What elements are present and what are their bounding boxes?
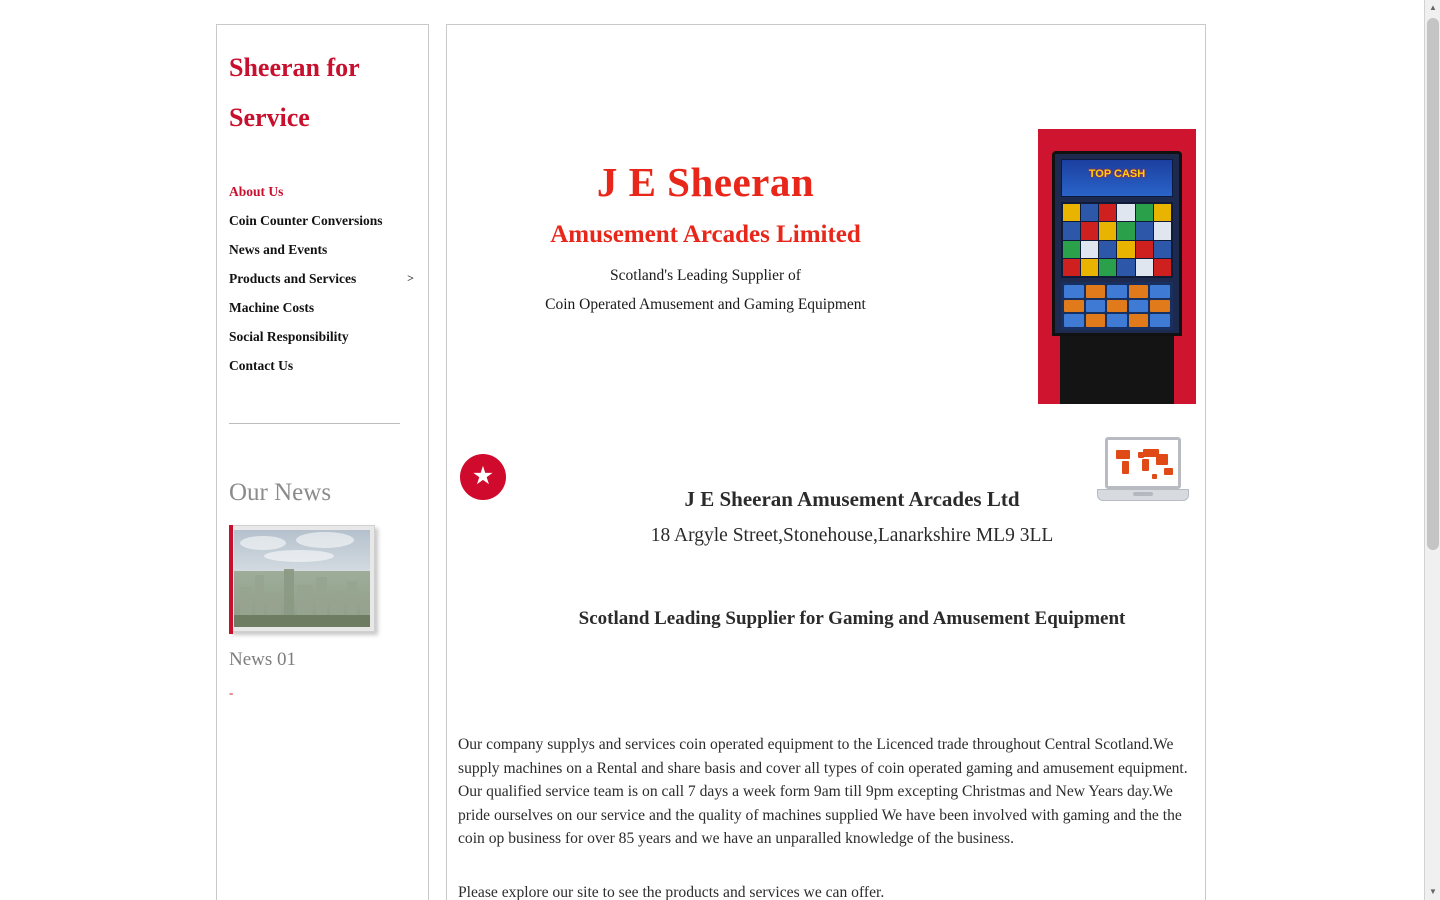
building-shape bbox=[255, 575, 264, 621]
page-subtitle: Amusement Arcades Limited bbox=[550, 220, 861, 248]
cloud-shape bbox=[264, 550, 334, 562]
news-item-dash: - bbox=[229, 685, 234, 700]
sidebar-item-label: About Us bbox=[229, 184, 284, 199]
sidebar-divider bbox=[229, 423, 400, 424]
vertical-scrollbar[interactable] bbox=[1424, 0, 1440, 900]
paragraph-2: Please explore our site to see the products and services we can offer. bbox=[458, 883, 885, 900]
sidebar-item-label: News and Events bbox=[229, 242, 328, 257]
cloud-shape bbox=[240, 536, 286, 550]
slot-machine-image bbox=[1038, 129, 1196, 404]
tagline-line-1: Scotland's Leading Supplier of bbox=[610, 267, 801, 284]
main-content bbox=[446, 24, 1206, 900]
scrollbar-thumb[interactable] bbox=[1427, 18, 1439, 550]
slot-reel-grid bbox=[1061, 202, 1173, 278]
sidebar-item-news-and-events[interactable] bbox=[229, 235, 424, 264]
sidebar-item-machine-costs[interactable] bbox=[229, 293, 424, 322]
building-shape bbox=[284, 569, 294, 621]
sidebar-nav bbox=[229, 177, 424, 380]
site-title: Sheeran for Service bbox=[229, 53, 360, 132]
company-name: J E Sheeran Amusement Arcades Ltd bbox=[684, 487, 1020, 511]
news-heading: Our News bbox=[229, 479, 332, 506]
sidebar-item-label: Machine Costs bbox=[229, 300, 315, 315]
news-item-title[interactable]: News 01 bbox=[229, 649, 297, 670]
sidebar-item-contact-us[interactable] bbox=[229, 351, 424, 380]
star-icon[interactable]: ★ bbox=[460, 454, 506, 500]
body-copy bbox=[458, 733, 1199, 900]
sidebar-item-products-and-services[interactable] bbox=[229, 264, 424, 293]
sidebar-item-social-responsibility[interactable] bbox=[229, 322, 424, 351]
sidebar-item-label: Social Responsibility bbox=[229, 329, 349, 344]
scroll-up-icon[interactable]: ▲ bbox=[1425, 0, 1440, 16]
cloud-shape bbox=[296, 532, 354, 548]
company-slogan: Scotland Leading Supplier for Gaming and Amusement Equipment bbox=[578, 608, 1126, 629]
ground-region bbox=[234, 615, 370, 627]
sidebar-item-about-us[interactable] bbox=[229, 177, 424, 206]
slot-cabinet bbox=[1052, 151, 1182, 336]
page-title: J E Sheeran bbox=[596, 159, 815, 206]
sidebar-item-label: Contact Us bbox=[229, 358, 294, 373]
slot-button-panel bbox=[1061, 282, 1173, 330]
sidebar-item-coin-counter-conversions[interactable] bbox=[229, 206, 424, 235]
paragraph-1: Our company supplys and services coin operated equipment to the Licenced trade throughout Central Scotland.We supply machines on a Rental and share basis and cover all types of coin operated gaming and amusement equipment. Our qualified service team is on call 7 days a week form 9am till 9pm excepting Christmas and New Years day.We pride ourselves on our service and the quality of machines supplied We have been involved with gaming and the the coin op business for over 85 years and we have an unparalled knowledge of the business. bbox=[458, 736, 1188, 847]
news-thumbnail[interactable] bbox=[229, 525, 375, 632]
tagline-line-2: Coin Operated Amusement and Gaming Equipment bbox=[545, 296, 866, 313]
cityscape-image bbox=[234, 530, 370, 627]
slot-header-panel bbox=[1061, 159, 1173, 197]
sidebar-item-label: Products and Services bbox=[229, 271, 357, 286]
slot-pedestal bbox=[1060, 336, 1174, 404]
sidebar bbox=[216, 24, 429, 900]
scroll-down-icon[interactable]: ▼ bbox=[1425, 884, 1440, 900]
sidebar-item-label: Coin Counter Conversions bbox=[229, 213, 383, 228]
slot-header-text: TOP CASH bbox=[1088, 168, 1146, 180]
laptop-screen bbox=[1105, 437, 1181, 489]
chevron-right-icon: > bbox=[407, 271, 414, 285]
company-address: 18 Argyle Street,Stonehouse,Lanarkshire ML9 3LL bbox=[650, 525, 1054, 546]
